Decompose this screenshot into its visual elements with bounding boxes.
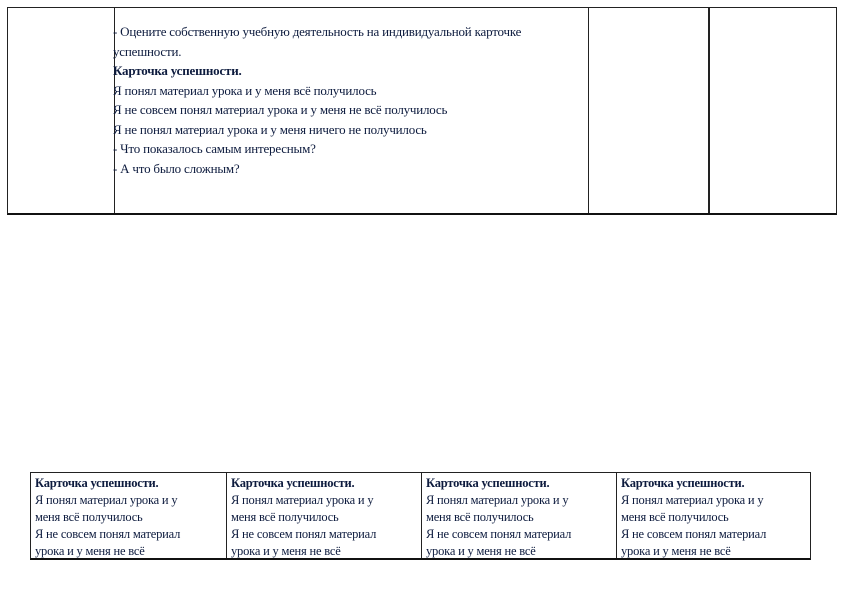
success-card-line: Я не совсем понял материал <box>35 527 181 541</box>
success-card-heading: Карточка успешности. <box>113 63 242 78</box>
success-card <box>421 473 616 558</box>
success-option-full: Я понял материал урока и у меня всё получилось <box>113 82 377 98</box>
success-card-title: Карточка успешности. <box>35 476 159 490</box>
success-cards-table <box>30 472 811 560</box>
instruction-text-continued: успешности. <box>113 43 182 59</box>
success-card-line: Я не совсем понял материал <box>426 527 572 541</box>
success-card-line: урока и у меня не всё <box>231 544 341 558</box>
success-card-line: Я не совсем понял материал <box>231 527 377 541</box>
success-card <box>31 473 226 558</box>
success-card-line: урока и у меня не всё <box>621 544 731 558</box>
success-card-line: Я не совсем понял материал <box>621 527 767 541</box>
success-option-none: Я не понял материал урока и у меня ничего не получилось <box>113 121 427 137</box>
question-difficult: - А что было сложным? <box>113 160 240 176</box>
column-divider <box>708 8 710 213</box>
success-card-title: Карточка успешности. <box>621 476 745 490</box>
instruction-text: - Оцените собственную учебную деятельность на индивидуальной карточке <box>113 24 522 39</box>
success-card-line: Я понял материал урока и у <box>231 493 374 507</box>
success-card-line: меня всё получилось <box>231 510 339 524</box>
success-card-line: меня всё получилось <box>35 510 143 524</box>
success-card <box>226 473 421 558</box>
column-divider <box>588 8 589 213</box>
reflection-cell <box>113 22 573 178</box>
success-card-title: Карточка успешности. <box>231 476 355 490</box>
success-option-partial: Я не совсем понял материал урока и у меня не всё получилось <box>113 102 448 117</box>
success-card-line: урока и у меня не всё <box>426 544 536 558</box>
success-card-title: Карточка успешности. <box>426 476 550 490</box>
success-card-line: меня всё получилось <box>426 510 534 524</box>
success-card-line: меня всё получилось <box>621 510 729 524</box>
question-interesting: - Что показалось самым интересным? <box>113 141 316 156</box>
success-card-line: Я понял материал урока и у <box>426 493 569 507</box>
success-card-line: урока и у меня не всё <box>35 544 145 558</box>
success-card-line: Я понял материал урока и у <box>621 493 764 507</box>
success-card-line: Я понял материал урока и у <box>35 493 178 507</box>
success-card <box>616 473 811 558</box>
